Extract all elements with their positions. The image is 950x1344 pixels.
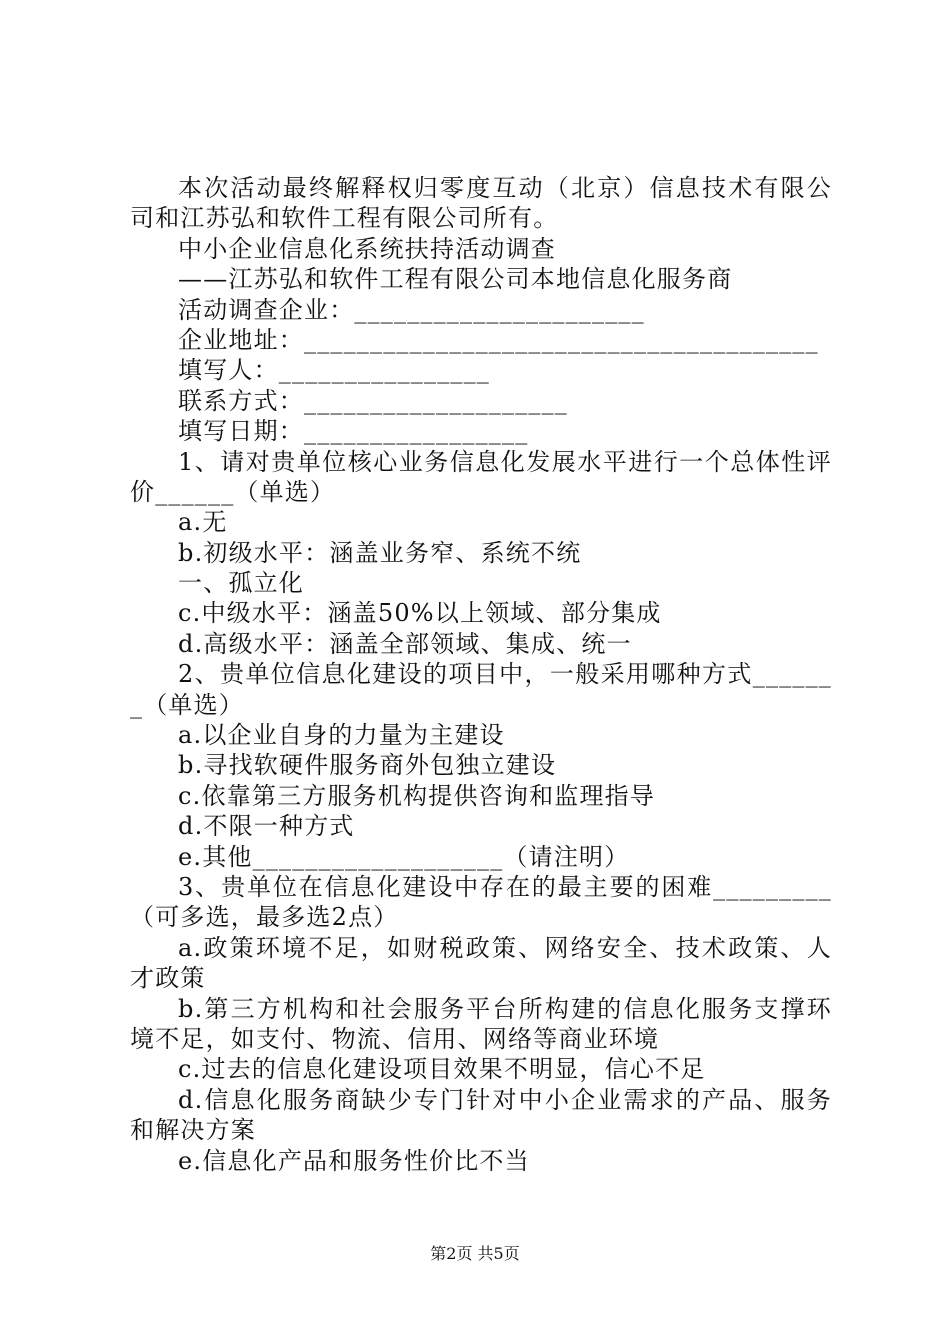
field-contact: 联系方式：____________________	[178, 386, 568, 415]
option: a.政策环境不足，如财税政策、网络安全、技术政策、人	[178, 933, 832, 962]
option: d.高级水平：涵盖全部领域、集成、统一	[178, 629, 632, 658]
option-cont: 和解决方案	[130, 1116, 256, 1145]
option: e.其他___________________（请注明）	[178, 842, 630, 871]
option: b.第三方机构和社会服务平台所构建的信息化服务支撑环	[178, 994, 832, 1023]
option: a.无	[178, 508, 228, 537]
option: d.信息化服务商缺少专门针对中小企业需求的产品、服务	[178, 1085, 832, 1114]
option-cont: 境不足，如支付、物流、信用、网络等商业环境	[130, 1024, 660, 1053]
question-3: 3、贵单位在信息化建设中存在的最主要的困难_________	[178, 872, 832, 901]
question-1-cont: 价______（单选）	[130, 477, 336, 506]
survey-title: 中小企业信息化系统扶持活动调查	[178, 234, 556, 263]
field-address: 企业地址：_______________________________________	[178, 325, 819, 354]
question-3-cont: （可多选，最多选2点）	[130, 903, 399, 932]
field-filler: 填写人：________________	[178, 356, 490, 385]
option: c.依靠第三方服务机构提供咨询和监理指导	[178, 781, 656, 810]
question-1: 1、请对贵单位核心业务信息化发展水平进行一个总体性评	[178, 447, 832, 476]
question-2-cont: _（单选）	[130, 690, 244, 719]
option: c.中级水平：涵盖50%以上领域、部分集成	[178, 599, 662, 628]
question-2: 2、贵单位信息化建设的项目中，一般采用哪种方式______	[178, 660, 832, 689]
option-cont: 才政策	[130, 964, 206, 993]
option: 一、孤立化	[178, 569, 304, 598]
option: c.过去的信息化建设项目效果不明显，信心不足	[178, 1055, 706, 1084]
field-date: 填写日期：_________________	[178, 417, 529, 446]
text-line: 司和江苏弘和软件工程有限公司所有。	[130, 204, 559, 233]
option: b.初级水平：涵盖业务窄、系统不统	[178, 538, 582, 567]
option: a.以企业自身的力量为主建设	[178, 721, 505, 750]
option: d.不限一种方式	[178, 812, 355, 841]
option: e.信息化产品和服务性价比不当	[178, 1146, 530, 1175]
option: b.寻找软硬件服务商外包独立建设	[178, 751, 557, 780]
page-number: 第2页 共5页	[430, 1244, 520, 1263]
survey-subtitle: ——江苏弘和软件工程有限公司本地信息化服务商	[178, 265, 733, 294]
field-company: 活动调查企业：______________________	[178, 295, 645, 324]
text-line: 本次活动最终解释权归零度互动（北京）信息技术有限公	[178, 174, 832, 202]
document-body	[130, 173, 832, 1176]
